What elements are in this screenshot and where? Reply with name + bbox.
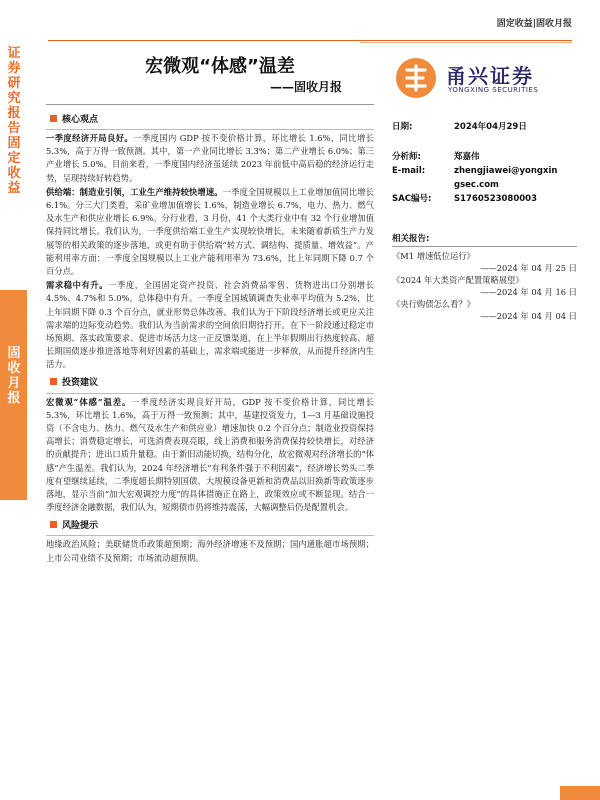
analyst-name: 郑嘉伟 <box>454 152 480 162</box>
section-divider <box>46 129 374 130</box>
logo-name-cn: 甬兴证券 <box>446 64 534 88</box>
core-paragraph-2-lead: 供给端：制造业引领，工业生产维持较快增速。 <box>46 186 223 197</box>
sidebar-label-series: 固收月报 <box>7 346 21 406</box>
core-paragraph-2-text: 一季度全国规模以上工业增加值同比增长 6.1%。分三大门类看，采矿业增加值增长 1.6%，制造业增长 6.7%，电力、热力、燃气及水生产和供应业增长 6.9%。分行业看，3 月份，41 个大类行业中有 32 个行业增加值保持同比增长。我们认为，一季度供给端工业生产实现较快增长，未来随着新质生产力发展等的相关政策的逐步落地，或更有助于供给端“转方式、调结构、提质量、增效益”。产能利用率方面：一季度全国规模以上工业产能利用率为 73.6%，比上年同期下降 0.7 个百分点。 <box>46 186 374 277</box>
email-label: E-mail: <box>392 166 426 176</box>
core-paragraph-3-text: 一季度，全国固定资产投资、社会消费品零售、货物进出口分别增长 4.5%、4.7%和 5.0%，总体稳中有升。一季度全国城镇调查失业率平均值为 5.2%，比上年同期下降 0.3 个百分点，就业形势总体改善。我们认为于下阶段经济增长或更应关注需求端的边际变动趋势。我们认为当前需求的空间依旧期待打开。在下一阶段通过稳定市场预期、落实政策要求、促进市场活力这一正反馈渠道，在上半年假期出行热度较高、超长期国债逐步推进落地等利好因素的基础上，需求端或能进一步释放，从而提升经济内生活力。 <box>46 280 374 370</box>
header-divider <box>48 40 572 41</box>
date-row <box>392 120 577 134</box>
spacer <box>392 134 577 150</box>
header-divider-accent <box>360 42 572 43</box>
footer-bar <box>0 786 600 800</box>
logo-mark-icon <box>396 58 436 98</box>
section-bullet-icon <box>50 115 57 122</box>
email-value-part-2: gsec.com <box>454 180 499 190</box>
header-category-tag: 固定收益|固收月报 <box>496 19 572 29</box>
invest-paragraph-lead: 宏微观“体感”温差。 <box>46 396 132 407</box>
related-report-title: 《2024 年大类资产配置策略展望》 <box>392 275 524 285</box>
company-logo <box>396 54 576 102</box>
sac-value: S1760523080003 <box>454 194 538 204</box>
section-heading-core <box>46 110 374 126</box>
section-heading-invest-label: 投资建议 <box>62 378 99 389</box>
related-report-date: ——2024 年 04 月 16 日 <box>480 287 577 297</box>
section-bullet-icon <box>50 521 57 528</box>
email-value[interactable] <box>454 164 557 192</box>
related-report-item[interactable] <box>392 250 577 274</box>
risk-paragraph: 地缘政治风险；美联储货币政策超预期；海外经济增速不及预期；国内通胀超市场预期；上市公司业绩不及预期；市场流动超预期。 <box>46 539 374 563</box>
related-report-title: 《央行购债怎么看？》 <box>392 299 475 309</box>
related-report-date: ——2024 年 04 月 25 日 <box>480 263 577 273</box>
date-label: 日期: <box>392 122 413 132</box>
section-divider <box>46 393 374 394</box>
core-paragraph-2 <box>46 186 374 278</box>
section-heading-invest <box>46 374 374 390</box>
related-report-item[interactable] <box>392 298 577 322</box>
date-value: 2024年04月29日 <box>454 122 527 132</box>
footer-accent <box>560 786 600 800</box>
core-paragraph-1-lead: 一季度经济开局良好。 <box>46 133 134 143</box>
related-reports-divider <box>392 246 577 247</box>
related-reports-heading: 相关报告: <box>392 234 430 244</box>
section-heading-risk-label: 风险提示 <box>62 520 99 531</box>
core-paragraph-3-lead: 需求稳中有升。 <box>46 280 109 291</box>
invest-paragraph-text: 一季度经济实现良好开局，GDP 按不变价格计算，同比增长 5.3%，环比增长 1.6%，高于万得一致预测；其中，基建投资发力，1—3 月基础设施投资（不含电力、热力、燃气及水生产和供应业）增速加快 0.2 个百分点；制造业投资保持高增长；消费稳定增长，可选消费表现亮眼，线上消费和服务消费保持较快增长，对经济的贡献提升；进出口质升量稳。由于新旧动能切换，结构分化，故宏微观对经济增长的“体感”产生温差。我们认为，2024 年经济增长“有利条件强于不利因素”，经济增长势头二季度有望继续延续，二季度超长期特别国债、大规模设备更新和消费品以旧换新等政策逐步落地，显示当前“加大宏观调控力度”的具体措施正在路上，政策效应或不断显现。结合一季度经济金融数据，我们认为，短期债市仍将维持震荡，大幅调整后仍是配置机会。 <box>46 396 374 513</box>
core-paragraph-1-text: 一季度国内 GDP 按不变价格计算，环比增长 1.6%，同比增长 5.3%，高于万得一致预测。其中，第一产业同比增长 3.3%；第二产业增长 6.0%；第三产业增长 5.0%。目前来看，一季度国内经济虽延续 2023 年前低中高后稳的经济运行走势，呈现持续好转趋势。 <box>46 133 374 183</box>
report-subtitle: ——固收月报 <box>270 80 343 94</box>
logo-name-en: YONGXING SECURITIES <box>448 86 539 94</box>
core-paragraph-1 <box>46 132 374 185</box>
spacer <box>392 206 577 222</box>
main-top-divider <box>46 104 374 105</box>
email-value-part-1: zhengjiawei@yongxin <box>454 166 558 176</box>
sac-row <box>392 192 577 206</box>
invest-paragraph <box>46 396 374 515</box>
report-title: 宏微观“体感”温差 <box>145 56 295 77</box>
related-report-date: ——2024 年 04 月 04 日 <box>480 311 577 321</box>
section-bullet-icon <box>50 378 57 385</box>
email-row <box>392 164 577 192</box>
main-column <box>46 108 374 566</box>
sidebar-label-report-type: 证券研究报告 固定收益 <box>7 46 21 196</box>
related-report-item[interactable] <box>392 274 577 298</box>
sac-label: SAC编号: <box>392 194 432 204</box>
section-heading-core-label: 核心观点 <box>62 114 99 125</box>
related-report-title: 《M1 增速低位运行》 <box>392 251 475 261</box>
analyst-label: 分析师: <box>392 152 421 162</box>
core-paragraph-3 <box>46 279 374 371</box>
analyst-row <box>392 150 577 164</box>
sidebar-bottom <box>0 500 27 800</box>
section-heading-risk <box>46 516 374 532</box>
info-column <box>392 120 577 322</box>
section-divider <box>46 535 374 536</box>
